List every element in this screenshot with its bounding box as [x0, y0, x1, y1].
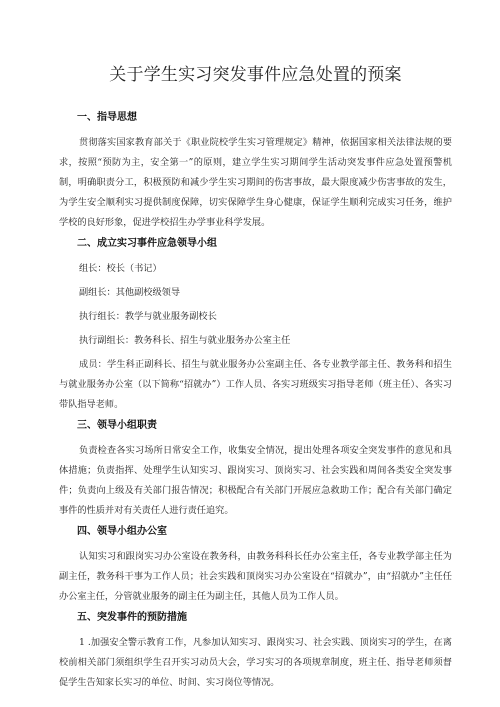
section-paragraph: 认知实习和跟岗实习办公室设在教务科，由教务科科长任办公室主任，各专业教学部主任为副主任，教务科干事为工作人员；社会实践和顶岗实习办公室设在“招就办”，由“招就办”主任任办公室主任，分管就业服务的副主任为副主任，其他人员为工作人员。 [59, 551, 452, 602]
executive-deputy-line: 执行副组长：教务科长、招生与就业服务办公室主任 [79, 335, 291, 346]
section-office [59, 525, 452, 607]
document-title: 关于学生实习突发事件应急处置的预案 [109, 65, 402, 85]
section-guiding-ideology [59, 111, 452, 233]
section-heading: 二、成立实习事件应急领导小组 [77, 238, 217, 249]
section-heading: 一、指导思想 [77, 112, 137, 123]
section-prevention-measures [59, 611, 452, 693]
deputy-leader-line: 副组长：其他副校级领导 [79, 287, 181, 298]
section-leadership-group [59, 237, 452, 415]
members-paragraph: 成员：学生科正副科长、招生与就业服务办公室副主任、各专业教学部主任、教务科和招生与就业服务办公室（以下简称“招就办”）工作人员、各实习班级实习指导老师（班主任）、各实习带队指导老师。 [59, 359, 452, 410]
section-heading: 五、突发事件的预防措施 [77, 612, 187, 623]
section-heading: 四、领导小组办公室 [77, 526, 167, 537]
section-responsibilities [59, 419, 452, 521]
section-paragraph: 负责检查各实习场所日常安全工作，收集安全情况，提出处理各项安全突发事件的意见和具体措施；负责指挥、处理学生认知实习、跟岗实习、顶岗实习、社会实践和周间各类安全突发事件；负责向上级及有关部门报告情况；积极配合有关部门开展应急救助工作；配合有关部门确定事件的性质并对有关责任人进行责任追究。 [59, 445, 452, 516]
section-paragraph: 贯彻落实国家教育部关于《职业院校学生实习管理规定》精神，依据国家相关法律法规的要求，按照“预防为主，安全第一”的原则，建立学生实习期间学生活动突发事件应急处置预警机制，明确职责分工，积极预防和减少学生实习期间的伤害事故，最大限度减少伤害事故的发生，为学生安全顺利实习提供制度保障，切实保障学生身心健康，保证学生顺利完成实习任务，维护学校的良好形象，促进学校招生办学事业科学发展。 [59, 137, 452, 228]
section-paragraph: 1 .加强安全警示教育工作，凡参加认知实习、跟岗实习、社会实践、顶岗实习的学生，在离校前相关部门须组织学生召开实习动员大会，学习实习的各项规章制度，班主任、指导老师须督促学生告知家长实习的单位、时间、实习岗位等情况。 [59, 637, 452, 688]
group-leader-line: 组长：校长（书记） [79, 263, 162, 274]
section-heading: 三、领导小组职责 [77, 420, 157, 431]
executive-leader-line: 执行组长：教学与就业服务副校长 [79, 311, 217, 322]
